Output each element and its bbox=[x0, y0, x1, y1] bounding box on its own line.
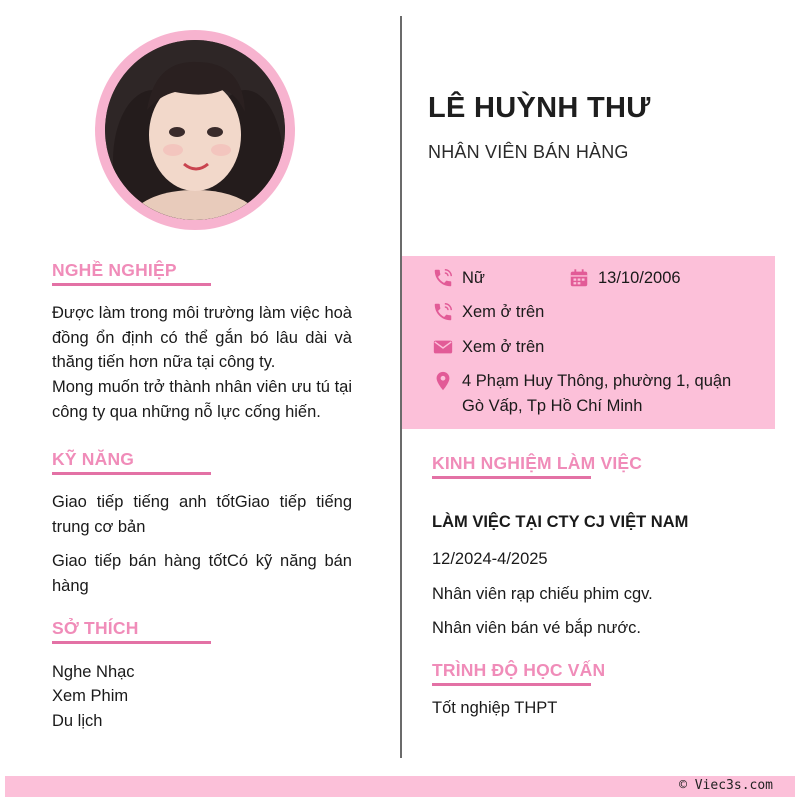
calendar-icon bbox=[568, 267, 590, 289]
footer-bar bbox=[5, 776, 795, 797]
phone-value: Xem ở trên bbox=[462, 303, 545, 321]
career-text-2: Mong muốn trở thành nhân viên ưu tú tại công ty qua những nỗ lực cống hiến. bbox=[52, 378, 352, 421]
experience-detail: Nhân viên rạp chiếu phim cgv. bbox=[432, 585, 653, 603]
experience-detail: Nhân viên bán vé bắp nước. bbox=[432, 619, 641, 637]
contact-address bbox=[432, 369, 752, 419]
candidate-name: LÊ HUỲNH THƯ bbox=[428, 92, 651, 124]
education-underline bbox=[432, 683, 591, 686]
phone-icon bbox=[432, 301, 454, 323]
address-value: 4 Phạm Huy Thông, phường 1, quận Gò Vấp, Tp Hồ Chí Minh bbox=[462, 372, 732, 415]
education-title: TRÌNH ĐỘ HỌC VẤN bbox=[432, 660, 606, 680]
skill-item: Giao tiếp bán hàng tốtCó kỹ năng bán hàng bbox=[52, 552, 352, 595]
mail-icon bbox=[432, 336, 454, 358]
avatar bbox=[95, 30, 295, 230]
contact-email bbox=[432, 335, 544, 360]
contact-panel bbox=[402, 256, 775, 429]
location-pin-icon bbox=[432, 370, 454, 392]
education-detail: Tốt nghiệp THPT bbox=[432, 699, 558, 717]
contact-gender bbox=[432, 266, 485, 291]
email-value: Xem ở trên bbox=[462, 338, 545, 356]
hobbies-title: SỞ THÍCH bbox=[52, 618, 139, 638]
skill-item: Giao tiếp tiếng anh tốtGiao tiếp tiếng trung cơ bản bbox=[52, 493, 352, 536]
experience-title: KINH NGHIỆM LÀM VIỆC bbox=[432, 453, 643, 473]
career-text: Được làm trong môi trường làm việc hoà đồng ổn định có thể gắn bó lâu dài và thăng tiến hơn nữa tại công ty. bbox=[52, 304, 352, 371]
hobby-item: Xem Phim bbox=[52, 687, 129, 705]
profile-photo bbox=[105, 40, 285, 220]
phone-icon bbox=[432, 267, 454, 289]
hobby-item: Nghe Nhạc bbox=[52, 663, 135, 681]
experience-company: LÀM VIỆC TẠI CTY CJ VIỆT NAM bbox=[432, 513, 689, 531]
candidate-position: NHÂN VIÊN BÁN HÀNG bbox=[428, 142, 629, 162]
experience-period: 12/2024-4/2025 bbox=[432, 550, 548, 568]
hobbies-underline bbox=[52, 641, 211, 644]
footer-credit[interactable]: © Viec3s.com bbox=[679, 778, 773, 793]
experience-underline bbox=[432, 476, 591, 479]
skills-underline bbox=[52, 472, 211, 475]
hobby-item: Du lịch bbox=[52, 712, 103, 730]
gender-value: Nữ bbox=[462, 269, 485, 287]
career-underline bbox=[52, 283, 211, 286]
contact-birthday bbox=[568, 266, 681, 291]
birthday-value: 13/10/2006 bbox=[598, 269, 681, 287]
skills-title: KỸ NĂNG bbox=[52, 449, 135, 469]
career-title: NGHỀ NGHIỆP bbox=[52, 260, 177, 280]
contact-phone bbox=[432, 300, 544, 325]
